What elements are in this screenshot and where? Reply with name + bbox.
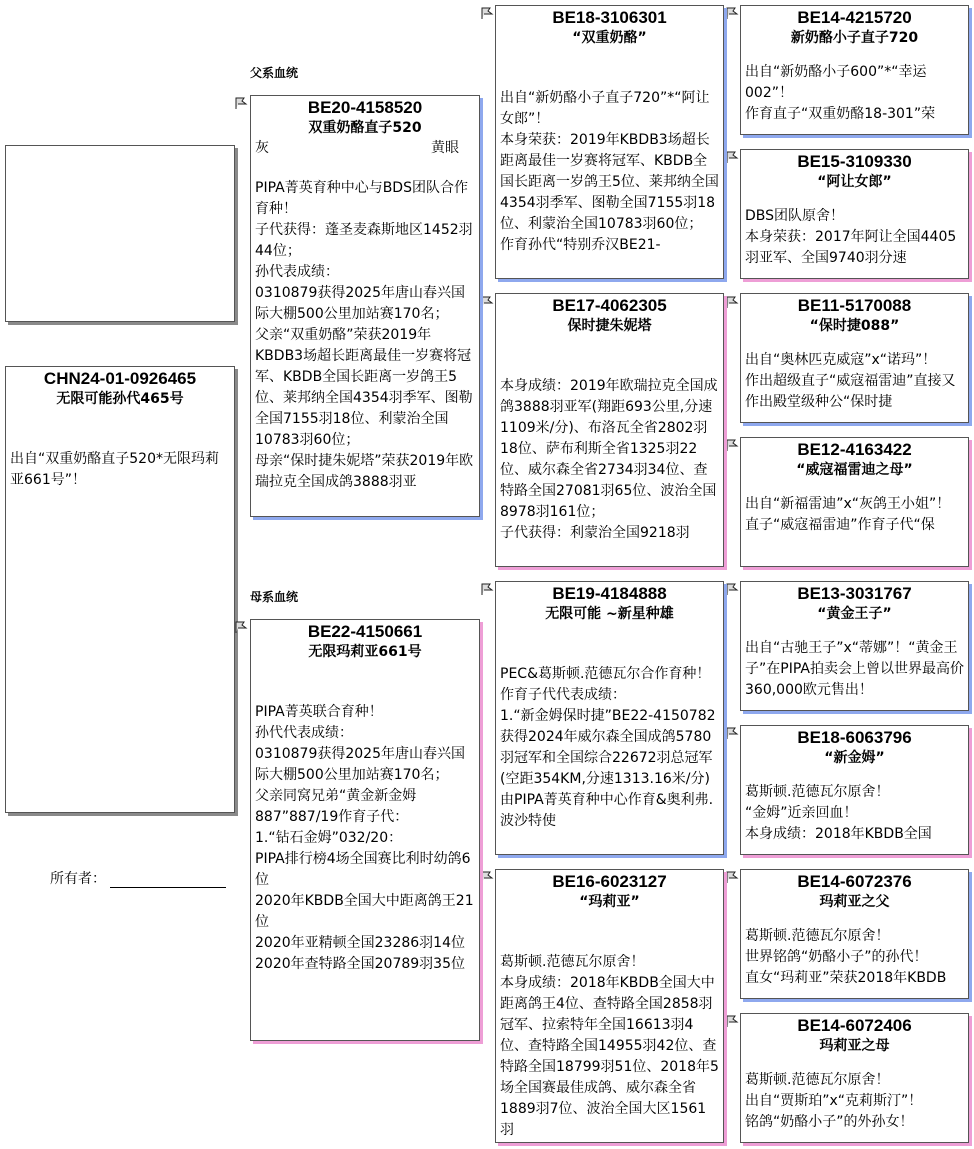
- sire-color: 灰: [255, 140, 269, 156]
- dss-card: [740, 581, 969, 711]
- sdd-ring-number: BE12-4163422: [797, 440, 912, 459]
- sss-name: 新奶酪小子直子720: [790, 30, 919, 46]
- dam-sire-card: [495, 581, 724, 855]
- flag-icon: [480, 582, 494, 596]
- dsd-description: 葛斯顿.范德瓦尔原舍！ “金姆”近亲回血！ 本身成绩：2018年KBDB全国: [745, 784, 932, 842]
- sire-dam-card: [495, 293, 724, 567]
- dam-card: [250, 619, 480, 1041]
- dam-line-label: 母系血统: [250, 590, 299, 604]
- flag-icon: [480, 870, 494, 884]
- dsd-name: “新金姆”: [824, 750, 885, 766]
- ddd-ring-number: BE14-6072406: [797, 1016, 912, 1035]
- sss-description: 出自“新奶酪小子600”*“幸运002”！ 作育直子“双重奶酪18-301”荣: [745, 64, 936, 122]
- flag-icon: [725, 6, 739, 20]
- dss-ring-number: BE13-3031767: [797, 584, 912, 603]
- sire-description: PIPA菁英育种中心与BDS团队合作育种！ 子代获得：蓬圣麦森斯地区1452羽44位； 孙代表成绩： 0310879获得2025年唐山春兴国际大棚500公里加站赛170名； 父亲“双重奶酪”荣获2019年KBDB3场超长距离最佳一岁赛将冠军、KBDB全国长距离一岁鸽王5位、莱邦纳全国4354羽季军、图勒全国7155羽18位、利蒙治全国10783羽60位； 母亲“保时捷朱妮塔”荣获2019年欧瑞拉克全国成鸽3888羽亚: [255, 180, 474, 490]
- dam-sire-ring-number: BE19-4184888: [552, 584, 667, 603]
- sss-card: [740, 5, 969, 135]
- flag-icon: [725, 582, 739, 596]
- sdd-name: “威寇福雷迪之母”: [796, 462, 913, 478]
- dam-dam-card: [495, 869, 724, 1143]
- sire-dam-ring-number: BE17-4062305: [552, 296, 667, 315]
- flag-icon: [725, 1014, 739, 1028]
- dsd-ring-number: BE18-6063796: [797, 728, 912, 747]
- dds-name: 玛莉亚之父: [819, 894, 890, 910]
- flag-icon: [480, 295, 494, 309]
- sire-dam-description: 本身成绩：2019年欧瑞拉克全国成鸽3888羽亚军(翔距693公里,分速1109米/分)、布洛瓦全省2802羽18位、萨布利斯全省1325羽22位、威尔森全省2734羽34位、查特路全国27081羽65位、波治全国8978羽161位； 子代获得：利蒙治全国9218羽: [500, 378, 718, 541]
- dsd-card: [740, 725, 969, 855]
- subject-name: 无限可能孙代465号: [56, 391, 184, 407]
- flag-icon: [725, 150, 739, 164]
- subject-card: [5, 366, 235, 813]
- dss-description: 出自“古驰王子”x“蒂娜”！“黄金王子”在PIPA拍卖会上曾以世界最高价360,000欧元售出！: [745, 640, 964, 698]
- owner-label: 所有者：: [50, 871, 106, 887]
- ddd-name: 玛莉亚之母: [819, 1038, 890, 1054]
- subject-description: 出自“双重奶酪直子520*无限玛莉亚661号”！: [10, 451, 219, 488]
- dds-card: [740, 869, 969, 999]
- sds-description: 出自“奥林匹克威寇”x“诺玛”！ 作出超级直子“威寇福雷迪”直接又作出殿堂级种公“保时捷: [745, 352, 956, 410]
- flag-icon: [725, 726, 739, 740]
- dds-ring-number: BE14-6072376: [797, 872, 912, 891]
- sire-card: [250, 95, 480, 517]
- ssd-ring-number: BE15-3109330: [797, 152, 912, 171]
- sire-sire-ring-number: BE18-3106301: [552, 8, 667, 27]
- sds-name: “保时捷088”: [809, 318, 900, 334]
- flag-icon: [725, 870, 739, 884]
- sire-eye: 黄眼: [431, 140, 459, 156]
- ddd-description: 葛斯顿.范德瓦尔原舍！ 出自“贾斯珀”x“克莉斯汀”！ 铭鸽“奶酪小子”的外孙女！: [745, 1072, 923, 1130]
- flag-icon: [725, 438, 739, 452]
- dam-dam-name: “玛莉亚”: [579, 894, 640, 910]
- sire-sire-description: 出自“新奶酪小子直子720”*“阿让女郎”！ 本身荣获：2019年KBDB3场超长距离最佳一岁赛将冠军、KBDB全国长距离一岁鸽王5位、莱邦纳全国4354羽季军、图勒全国7155羽18位、利蒙治全国10783羽60位； 作育孙代“特别乔汉BE21-: [500, 90, 719, 253]
- sdd-description: 出自“新福雷迪”x“灰鸽王小姐”！ 直子“威寇福雷迪”作育子代“保: [745, 496, 951, 533]
- sire-sire-card: [495, 5, 724, 279]
- dam-ring-number: BE22-4150661: [307, 622, 423, 641]
- ssd-name: “阿让女郎”: [817, 174, 892, 190]
- sire-sire-name: “双重奶酪”: [572, 30, 647, 46]
- dss-name: “黄金王子”: [817, 606, 892, 622]
- sdd-card: [740, 437, 969, 567]
- owner-field[interactable]: [50, 868, 226, 888]
- ssd-card: [740, 149, 969, 279]
- ddd-card: [740, 1013, 969, 1143]
- dam-description: PIPA菁英联合育种！ 孙代代表成绩： 0310879获得2025年唐山春兴国际大棚500公里加站赛170名； 父亲同窝兄弟“黄金新金姆887”887/19作育子代： 1.“钻石金姆”032/20： PIPA排行榜4场全国赛比利时幼鸽6位 2020年KBDB全国大中距离鸽王21位 2020年亚精顿全国23286羽14位 2020年查特路全国20789羽35位: [255, 704, 474, 972]
- sire-ring-number: BE20-4158520: [307, 98, 423, 117]
- dam-sire-description: PEC&葛斯顿.范德瓦尔合作育种！ 作育子代代表成绩： 1.“新金姆保时捷”BE22-4150782获得2024年威尔森全国成鸽5780羽冠军和全国综合22672羽总冠军(空距354KM,分速1313.16米/分)由PIPA菁英育种中心作育&奥利弗.波沙特使: [500, 666, 716, 829]
- sire-line-label: 父系血统: [250, 66, 299, 80]
- subject-ring-number: CHN24-01-0926465: [43, 369, 197, 388]
- flag-icon: [725, 295, 739, 309]
- flag-icon: [480, 6, 494, 20]
- sds-ring-number: BE11-5170088: [797, 296, 912, 315]
- dam-dam-ring-number: BE16-6023127: [552, 872, 667, 891]
- dds-description: 葛斯顿.范德瓦尔原舍！ 世界铭鸽“奶酪小子”的孙代！ 直女“玛莉亚”荣获2018年KBDB: [745, 928, 947, 986]
- dam-sire-name: 无限可能 ~新星种雄: [545, 606, 674, 622]
- ssd-description: DBS团队原舍！ 本身荣获：2017年阿让全国4405羽亚军、全国9740羽分速: [745, 208, 957, 266]
- sds-card: [740, 293, 969, 423]
- sss-ring-number: BE14-4215720: [797, 8, 912, 27]
- flag-icon: [234, 620, 248, 634]
- sire-dam-name: 保时捷朱妮塔: [567, 318, 652, 334]
- flag-icon: [234, 96, 248, 110]
- dam-dam-description: 葛斯顿.范德瓦尔原舍！ 本身成绩：2018年KBDB全国大中距离鸽王4位、查特路全国2858羽冠军、拉索特年全国16613羽4位、查特路全国14955羽42位、查特路全国18799羽51位、2018年5场全国赛最佳成鸽、威尔森全省1889羽7位、波治全国大区1561羽: [500, 954, 719, 1138]
- dam-name: 无限玛莉亚661号: [308, 644, 422, 660]
- sire-name: 双重奶酪直子520: [308, 120, 422, 136]
- photo-box: [5, 145, 235, 322]
- owner-line: [110, 871, 226, 888]
- sire-color-row: [251, 138, 479, 159]
